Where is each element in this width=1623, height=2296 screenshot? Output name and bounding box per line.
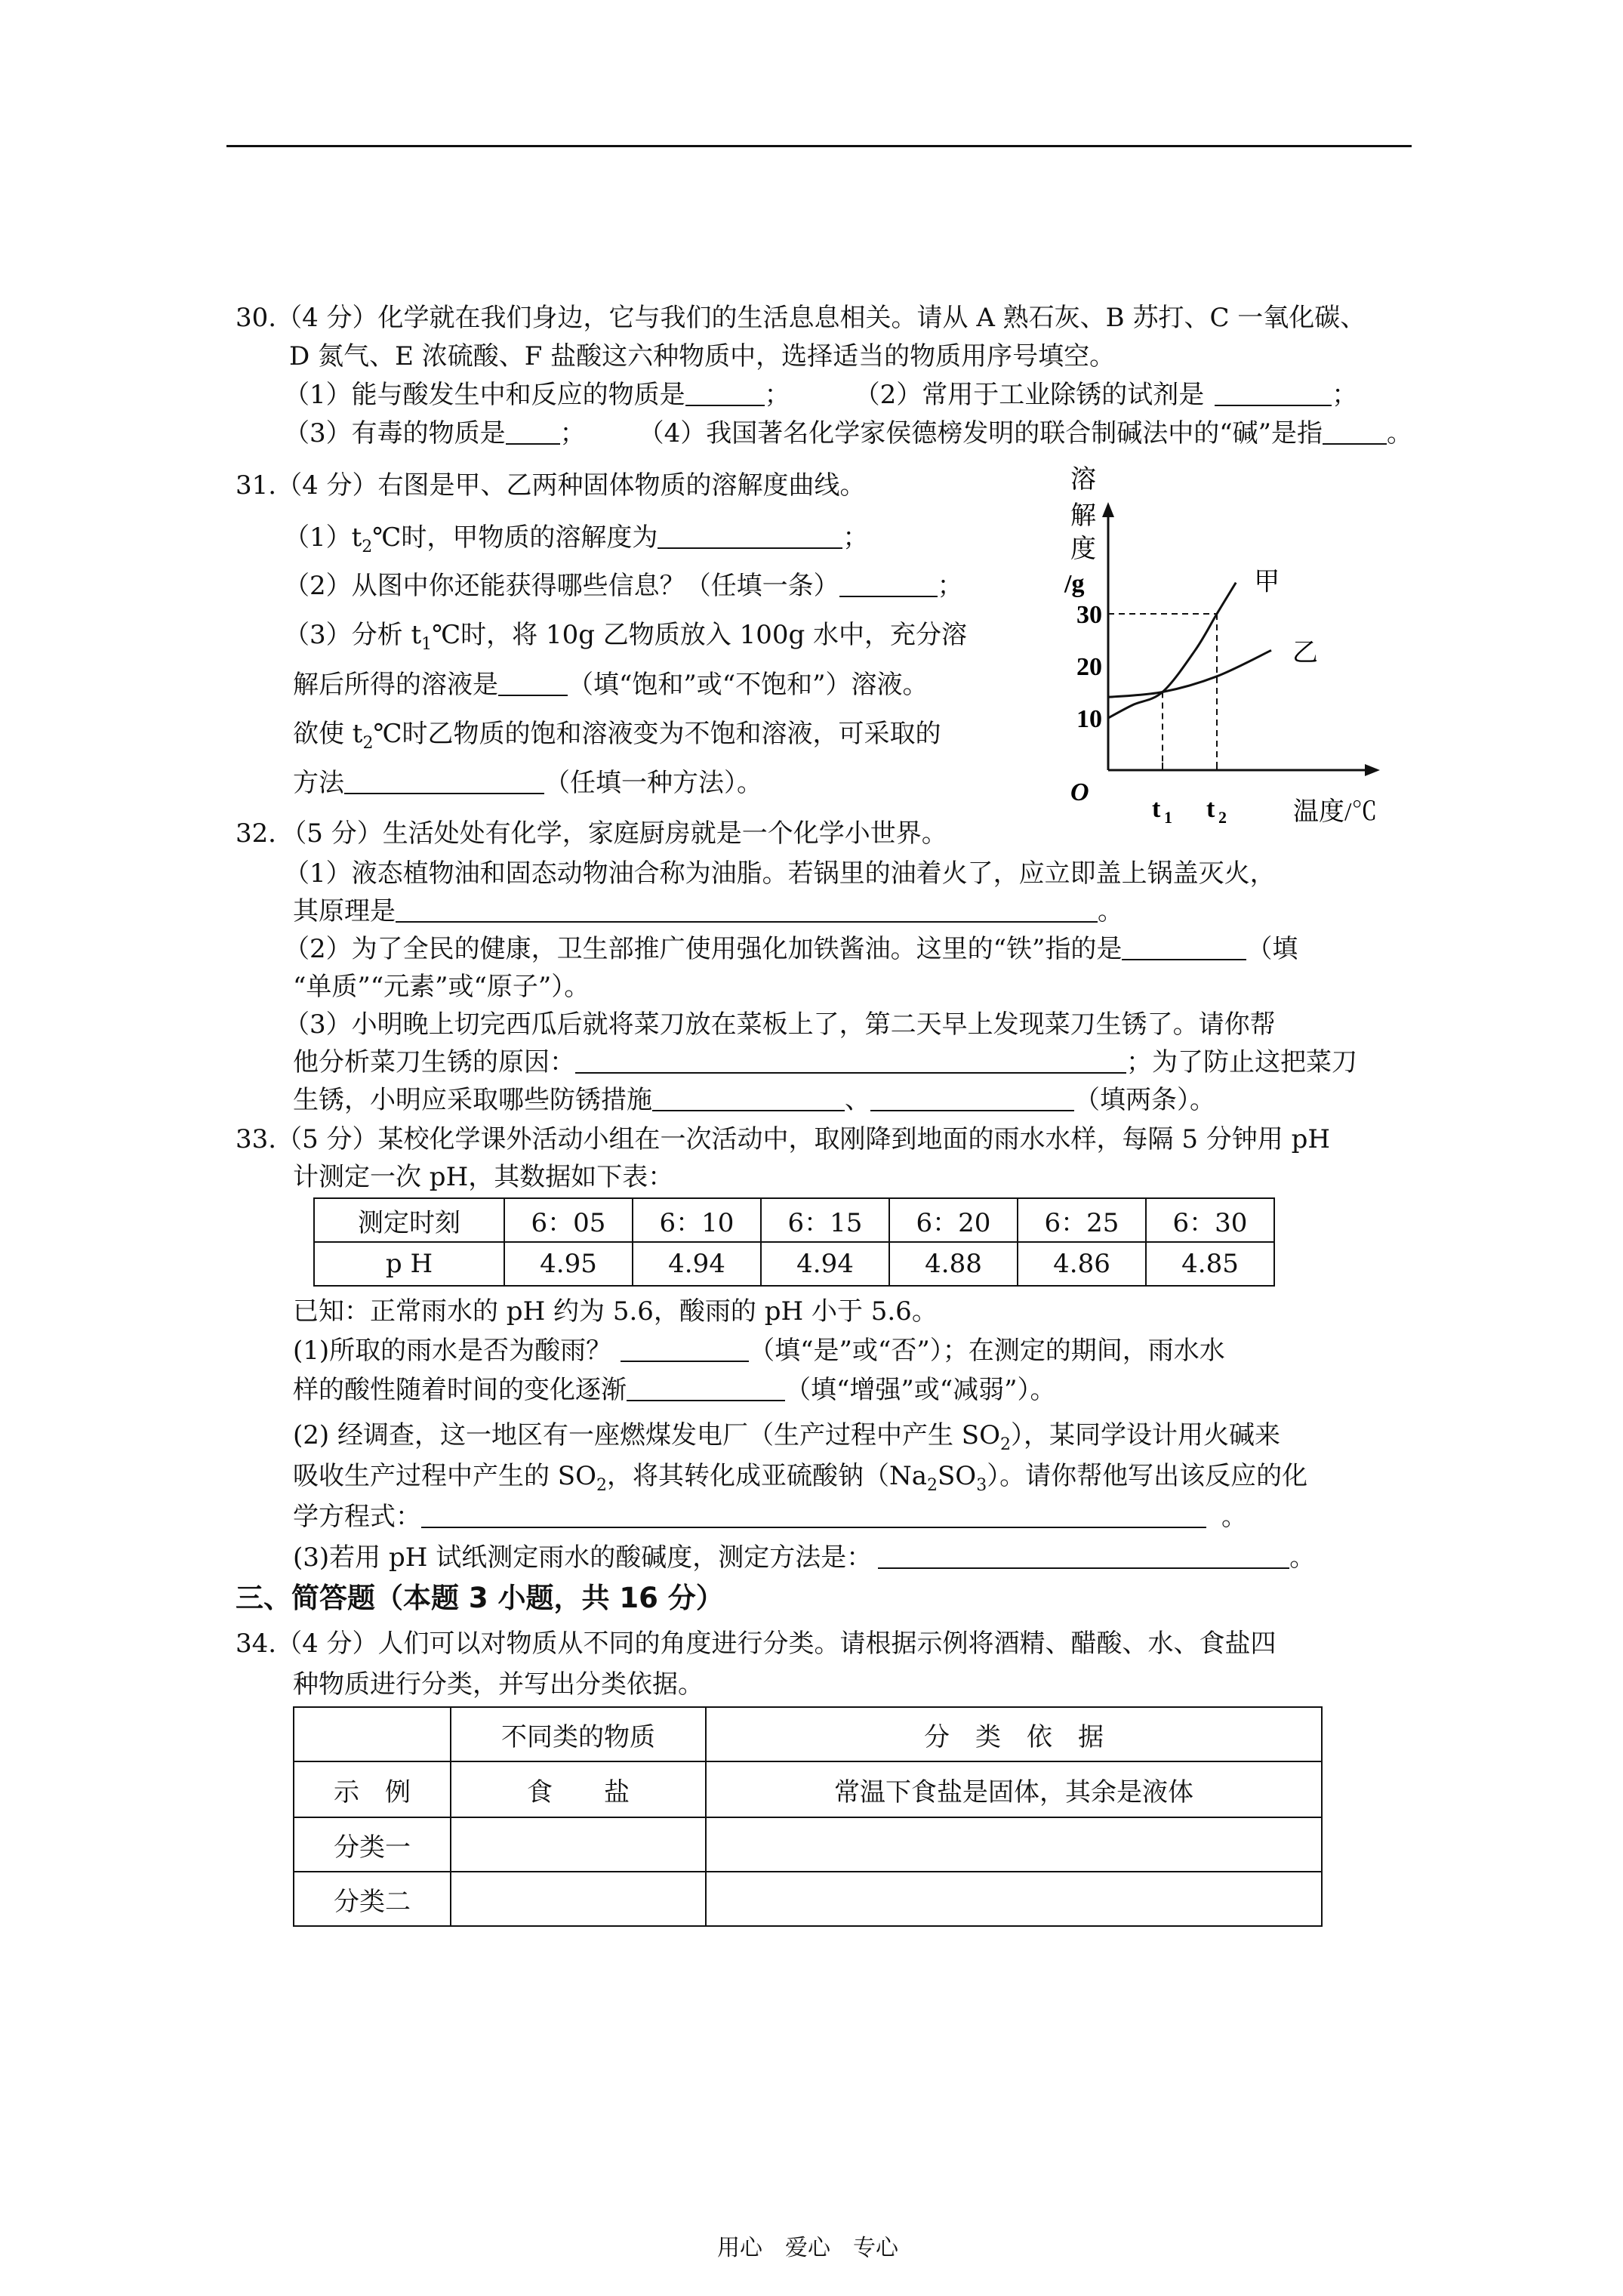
y-axis-arrow	[1102, 502, 1114, 517]
q33-part2-g-end: 。	[1221, 1502, 1247, 1532]
classification-header-row	[294, 1707, 1322, 1761]
q33-part2-f: ）。请你帮他写出该反应的化	[987, 1461, 1308, 1491]
q31-part1-a: （1）t	[284, 522, 362, 553]
y-tick-label: 10	[1076, 705, 1102, 733]
q33-part3-end: 。	[1289, 1542, 1316, 1573]
table-cell: 6：05	[504, 1198, 633, 1242]
q31-part3-line3-b: ℃时乙物质的饱和溶液变为不饱和溶液，可采取的	[373, 719, 941, 749]
q32-part1-blank[interactable]	[396, 898, 1098, 923]
q30-part4-end: 。	[1387, 418, 1413, 448]
q32-rust-reason-blank[interactable]	[575, 1049, 1126, 1074]
q32-part2-line2: “单质”“元素”或“原子”）。	[293, 972, 590, 1002]
q30-part1-end: ；	[764, 380, 790, 410]
q33-equation-blank[interactable]	[421, 1504, 1206, 1528]
y-tick-label: 20	[1076, 653, 1102, 681]
q33-acid-rain-blank[interactable]	[621, 1338, 749, 1362]
q32-part3-line3	[293, 1087, 1215, 1113]
table-cell: 4.86	[1018, 1242, 1146, 1286]
answer-cell[interactable]	[706, 1872, 1322, 1926]
q31-part3-line3-a: 欲使 t	[293, 719, 363, 749]
q33-part2-sub: 2	[999, 1435, 1011, 1454]
q33-stem-line2: 计测定一次 pH，其数据如下表：	[293, 1162, 674, 1192]
q31-part1	[284, 522, 869, 556]
q33-part2-c-sub: 2	[596, 1475, 607, 1495]
table-cell: 4.88	[889, 1242, 1018, 1286]
table-cell: 示 例	[294, 1761, 451, 1817]
header-rule	[226, 145, 1412, 147]
q31-part3-blank[interactable]	[498, 672, 568, 696]
q33-part2-b: ），某同学设计用火碱来	[1010, 1420, 1280, 1450]
q33-part3	[293, 1542, 1316, 1573]
y-axis-label: /g	[1064, 570, 1085, 598]
q33-part2-line2	[293, 1463, 1307, 1494]
q32-measure2-blank[interactable]	[870, 1087, 1074, 1111]
q31-part3-line1	[284, 622, 967, 653]
q31-part3-line3	[293, 721, 941, 752]
classification-row-1	[294, 1817, 1322, 1872]
q30-part2-end: ；	[1332, 380, 1358, 410]
q32-part2-blank[interactable]	[1122, 936, 1246, 960]
q33-part2-g: 学方程式：	[293, 1502, 421, 1532]
y-axis-label: 溶	[1070, 466, 1096, 494]
q30-part2-blank[interactable]	[1215, 382, 1332, 406]
q33-part2-e-sub: 3	[976, 1475, 987, 1495]
q32-part3: （3）小明晚上切完西瓜后就将菜刀放在菜板上了，第二天早上发现菜刀生锈了。请你帮	[284, 1009, 1276, 1040]
origin-label: O	[1070, 778, 1089, 806]
q31-part3-line3-sub: 2	[362, 733, 374, 753]
q32-measure1-blank[interactable]	[652, 1087, 845, 1111]
table-cell: 分类一	[294, 1817, 451, 1872]
q31-part2-blank[interactable]	[839, 573, 938, 597]
q30-part1-blank[interactable]	[685, 382, 765, 406]
q33-part2-d-sub: 2	[927, 1475, 938, 1495]
table-cell: 不同类的物质	[451, 1707, 706, 1761]
q31-part3-line4	[293, 770, 762, 796]
answer-cell[interactable]	[451, 1817, 706, 1872]
x-axis-arrow	[1365, 764, 1380, 776]
q32-part3-sep: 、	[845, 1085, 870, 1115]
table-cell: 常温下食盐是固体，其余是液体	[706, 1761, 1322, 1817]
answer-cell[interactable]	[451, 1872, 706, 1926]
q32-part1-line2	[293, 898, 1123, 924]
q32-part1: （1）液态植物油和固态动物油合称为油脂。若锅里的油着火了，应立即盖上锅盖灭火，	[284, 858, 1276, 889]
q33-part2-c: 吸收生产过程中产生的 SO	[293, 1461, 596, 1491]
q30-part1-text: （1）能与酸发生中和反应的物质是	[284, 380, 685, 410]
q31-part1-b: ℃时，甲物质的溶解度为	[372, 522, 658, 553]
table-cell: 4.94	[633, 1242, 761, 1286]
q31-part2-text: （2）从图中你还能获得哪些信息？（任填一条）	[284, 571, 839, 601]
q33-known: 已知：正常雨水的 pH 约为 5.6，酸雨的 pH 小于 5.6。	[293, 1296, 938, 1327]
q30-stem-line2: D 氮气、E 浓硫酸、F 盐酸这六种物质中，选择适当的物质用序号填空。	[289, 341, 1116, 371]
q31-stem: 31.（4 分）右图是甲、乙两种固体物质的溶解度曲线。	[236, 470, 866, 501]
q32-part3-b: 他分析菜刀生锈的原因：	[293, 1047, 575, 1077]
q32-part2-end: （填	[1246, 934, 1298, 964]
q30-stem: 30.（4 分）化学就在我们身边，它与我们的生活息息相关。请从 A 熟石灰、B 苏打、C 一氧化碳、	[236, 303, 1366, 333]
y-axis-label: 解	[1070, 502, 1096, 530]
q34-stem: 34.（4 分）人们可以对物质从不同的角度进行分类。请根据示例将酒精、醋酸、水、食盐四	[236, 1629, 1277, 1659]
x-tick-sub: 2	[1218, 808, 1227, 823]
x-axis-label: 温度/℃	[1293, 798, 1378, 823]
q32-stem: 32．（5 分）生活处处有化学，家庭厨房就是一个化学小世界。	[236, 818, 947, 849]
y-axis-label: 度	[1070, 535, 1096, 563]
q32-part1-b: 其原理是	[293, 896, 396, 926]
q33-method-blank[interactable]	[878, 1545, 1289, 1569]
q33-part1-text: (1)所取的雨水是否为酸雨？	[293, 1336, 612, 1366]
table-cell: 4.95	[504, 1242, 633, 1286]
q33-part2-d: ，将其转化成亚硫酸钠（Na	[606, 1461, 928, 1491]
classification-table	[293, 1706, 1323, 1927]
q33-part3-text: (3)若用 pH 试纸测定雨水的酸碱度，测定方法是：	[293, 1542, 873, 1573]
q34-stem-line2: 种物质进行分类，并写出分类依据。	[293, 1669, 704, 1700]
x-tick-sub: 1	[1164, 808, 1172, 823]
table-cell: 6：10	[633, 1198, 761, 1242]
q32-part2	[284, 936, 1298, 962]
q33-trend-blank[interactable]	[627, 1377, 785, 1401]
q33-part2-e: SO	[938, 1461, 977, 1491]
q30-part3-part4	[284, 418, 1413, 448]
q30-part3-text: （3）有毒的物质是	[284, 418, 506, 448]
q31-part2	[284, 573, 963, 599]
table-cell: 食 盐	[451, 1761, 706, 1817]
table-cell: 分 类 依 据	[706, 1707, 1322, 1761]
q31-part3-line4-b: （任填一种方法）。	[544, 768, 762, 798]
classification-row-2	[294, 1872, 1322, 1926]
page-footer: 用心 爱心 专心	[717, 2235, 898, 2261]
q31-part3-line2	[293, 672, 929, 698]
q32-part2-text: （2）为了全民的健康，卫生部推广使用强化加铁酱油。这里的“铁”指的是	[284, 934, 1123, 964]
q32-part3-b-end: ；为了防止这把菜刀	[1126, 1047, 1357, 1077]
q31-part1-sub: 2	[362, 537, 373, 556]
q31-part1-blank[interactable]	[658, 525, 842, 549]
series-label: 乙	[1292, 639, 1318, 667]
q33-part2-a: (2) 经调查，这一地区有一座燃煤发电厂（生产过程中产生 SO	[293, 1420, 1000, 1450]
answer-cell[interactable]	[706, 1817, 1322, 1872]
table-cell	[294, 1707, 451, 1761]
q30-part3-end: ；	[559, 418, 586, 448]
x-tick-label: t	[1152, 795, 1161, 823]
q31-part2-end: ；	[937, 571, 963, 601]
q31-part3-b: ℃时，将 10g 乙物质放入 100g 水中，充分溶	[432, 620, 968, 650]
q32-part3-c-end: （填两条）。	[1074, 1085, 1215, 1115]
q33-part1-c: 样的酸性随着时间的变化逐渐	[293, 1375, 627, 1405]
q30-part1-part2	[284, 382, 1357, 408]
q33-part1	[293, 1338, 1225, 1364]
q30-part2-text: （2）常用于工业除锈的试剂是	[854, 380, 1205, 410]
q30-part4-blank[interactable]	[1323, 421, 1387, 445]
q32-part1-end: 。	[1098, 896, 1123, 926]
solubility-chart	[1057, 461, 1389, 823]
table-cell: 测定时刻	[314, 1198, 504, 1242]
ph-table	[313, 1197, 1275, 1287]
q31-method-blank[interactable]	[344, 770, 544, 794]
ph-table-row-ph	[314, 1242, 1274, 1286]
table-cell: 6：25	[1018, 1198, 1146, 1242]
q31-part3-sub: 1	[421, 634, 433, 654]
table-cell: 分类二	[294, 1872, 451, 1926]
q31-part1-end: ；	[842, 522, 869, 553]
table-cell: 6：15	[761, 1198, 889, 1242]
q30-part3-blank[interactable]	[506, 421, 560, 445]
q32-part3-line2	[293, 1049, 1357, 1075]
q30-part4-text: （4）我国著名化学家侯德榜发明的联合制碱法中的“碱”是指	[638, 418, 1323, 448]
q31-part3-line2-b: （填“饱和”或“不饱和”）溶液。	[568, 670, 929, 700]
q33-part1-b: （填“是”或“否”）；在测定的期间，雨水水	[749, 1336, 1225, 1366]
table-cell: 6：30	[1146, 1198, 1274, 1242]
classification-example-row	[294, 1761, 1322, 1817]
q31-part3-line4-a: 方法	[293, 768, 344, 798]
q33-part2	[293, 1422, 1280, 1453]
q33-part1-line2	[293, 1377, 1056, 1403]
table-cell: 6：20	[889, 1198, 1018, 1242]
table-cell: p H	[314, 1242, 504, 1286]
ph-table-row-time	[314, 1198, 1274, 1242]
table-cell: 4.85	[1146, 1242, 1274, 1286]
q31-part3-line2-a: 解后所得的溶液是	[293, 670, 498, 700]
x-tick-label: t	[1206, 795, 1215, 823]
q31-part3-a: （3）分析 t	[284, 620, 422, 650]
section-heading: 三、简答题（本题 3 小题，共 16 分）	[236, 1582, 724, 1614]
table-cell: 4.94	[761, 1242, 889, 1286]
series-label: 甲	[1254, 568, 1280, 596]
q32-part3-c: 生锈，小明应采取哪些防锈措施	[293, 1085, 652, 1115]
q33-stem: 33.（5 分）某校化学课外活动小组在一次活动中，取刚降到地面的雨水水样，每隔 5 分钟用 pH	[236, 1124, 1330, 1154]
q33-part1-d: （填“增强”或“减弱”）。	[785, 1375, 1056, 1405]
q33-part2-line3	[293, 1504, 1247, 1530]
y-tick-label: 30	[1076, 601, 1102, 629]
